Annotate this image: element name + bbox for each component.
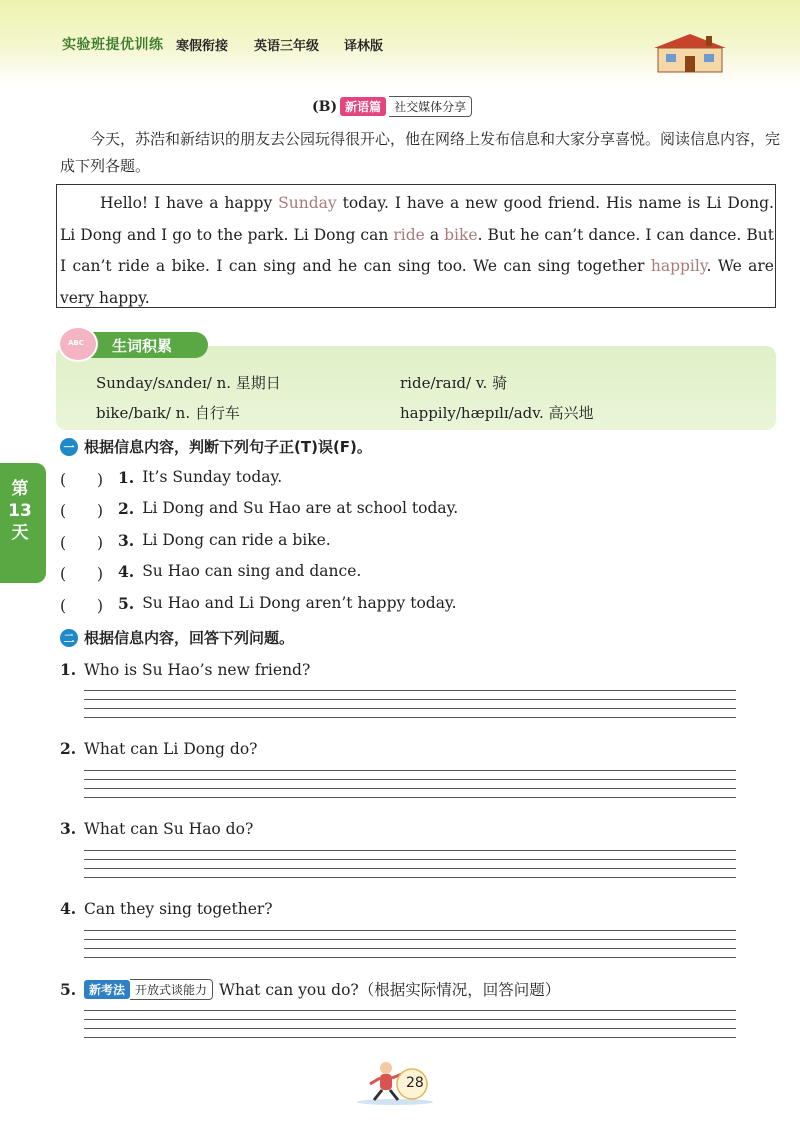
vocab-title: 生词积累 (72, 332, 208, 358)
pig-label: ABC (68, 339, 84, 347)
vocab-word-sunday: Sunday (278, 194, 337, 212)
passage-part: today. I have a new good friend. His name is Li Dong. Li Dong and I go to the park. Li Dong can (60, 194, 774, 244)
tf-question (60, 531, 331, 553)
question-number: 1. (60, 660, 77, 679)
house-illustration (650, 30, 730, 74)
section-b-heading (312, 96, 472, 117)
header-subject: 英语三年级 (254, 39, 320, 54)
tf-question (60, 499, 458, 521)
question-text: Can they sing together? (84, 899, 273, 918)
header-edition: 译林版 (344, 39, 384, 54)
question-number: 1. (118, 468, 135, 487)
passage-part: . But he can’t dance. I can dance. But I can’t ride a bike. I can sing and he can sing too. We can sing together (60, 225, 774, 275)
question-text: What can Li Dong do? (84, 739, 258, 758)
part2-badge: 二 (60, 629, 78, 647)
passage-text (60, 188, 774, 314)
skater-illustration (350, 1056, 440, 1106)
vocab-word-ride: ride (393, 225, 425, 244)
question-number: 2. (118, 499, 135, 518)
part2-heading (60, 627, 294, 648)
section-label: (B) (312, 98, 338, 115)
day-label-line: 第 (11, 479, 29, 499)
question-text: It’s Sunday today. (142, 468, 283, 486)
vocab-word-happily: happily (650, 257, 707, 275)
new-method-tag: 新考法 (84, 980, 130, 999)
passage-part: Hello! I have a happy (100, 194, 279, 212)
question-number: 3. (118, 531, 135, 550)
part1-badge: 一 (60, 438, 78, 456)
vocab-item: ride/raɪd/ v. 骑 (400, 374, 508, 392)
tf-question (60, 594, 457, 616)
day-number: 13 (8, 501, 32, 521)
part1-heading (60, 436, 372, 457)
question-text: Li Dong and Su Hao are at school today. (142, 499, 459, 517)
question-number: 4. (118, 562, 135, 581)
day-label-line: 天 (11, 523, 29, 543)
answer-blank[interactable]: ( ) (60, 502, 104, 520)
vocab-item: happily/hæpɪlɪ/adv. 高兴地 (400, 404, 594, 422)
part1-instruction: 根据信息内容，判断下列句子正(T)误(F)。 (84, 438, 372, 456)
part2-instruction: 根据信息内容，回答下列问题。 (84, 629, 295, 647)
new-passage-tag: 新语篇 (340, 97, 386, 116)
piggy-bank-icon (58, 326, 98, 362)
page-number: 28 (406, 1075, 424, 1091)
passage-part: . We are very happy. (60, 257, 774, 307)
question-text: Su Hao can sing and dance. (142, 562, 362, 580)
open-question (60, 819, 253, 838)
question-number: 5. (118, 594, 135, 613)
answer-blank[interactable]: ( ) (60, 597, 104, 615)
question-number: 5. (60, 979, 77, 999)
question-text: Who is Su Hao’s new friend? (84, 660, 311, 679)
question-number: 3. (60, 819, 77, 838)
question-text: What can you do?（根据实际情况，回答问题） (219, 981, 561, 999)
question-text: Li Dong can ride a bike. (142, 531, 331, 549)
answer-blank[interactable]: ( ) (60, 534, 104, 552)
question-text: Su Hao and Li Dong aren’t happy today. (142, 594, 457, 612)
series-title: 实验班提优训练 (62, 37, 164, 53)
intro-text: 今天，苏浩和新结识的朋友去公园玩得很开心，他在网络上发布信息和大家分享喜悦。阅读信息内容，完成下列各题。 (60, 130, 781, 175)
day-label (0, 478, 40, 544)
section-topic: 社交媒体分享 (389, 96, 472, 117)
tf-question (60, 562, 361, 584)
open-question (60, 660, 310, 679)
header-subtitle: 寒假衔接 (176, 39, 229, 54)
question-number: 2. (60, 739, 77, 758)
passage-part: a (424, 225, 445, 244)
vocab-word-bike: bike (444, 225, 478, 244)
answer-blank[interactable]: ( ) (60, 471, 104, 489)
answer-blank[interactable]: ( ) (60, 565, 104, 583)
open-question (60, 899, 273, 918)
tf-question (60, 468, 282, 490)
question-text: What can Su Hao do? (84, 819, 254, 838)
question-topic: 开放式谈能力 (130, 979, 213, 1000)
question-number: 4. (60, 899, 77, 918)
open-question (60, 978, 560, 1000)
vocab-item: bike/baɪk/ n. 自行车 (96, 404, 240, 422)
vocab-item: Sunday/sʌndeɪ/ n. 星期日 (96, 374, 281, 392)
open-question (60, 739, 257, 758)
